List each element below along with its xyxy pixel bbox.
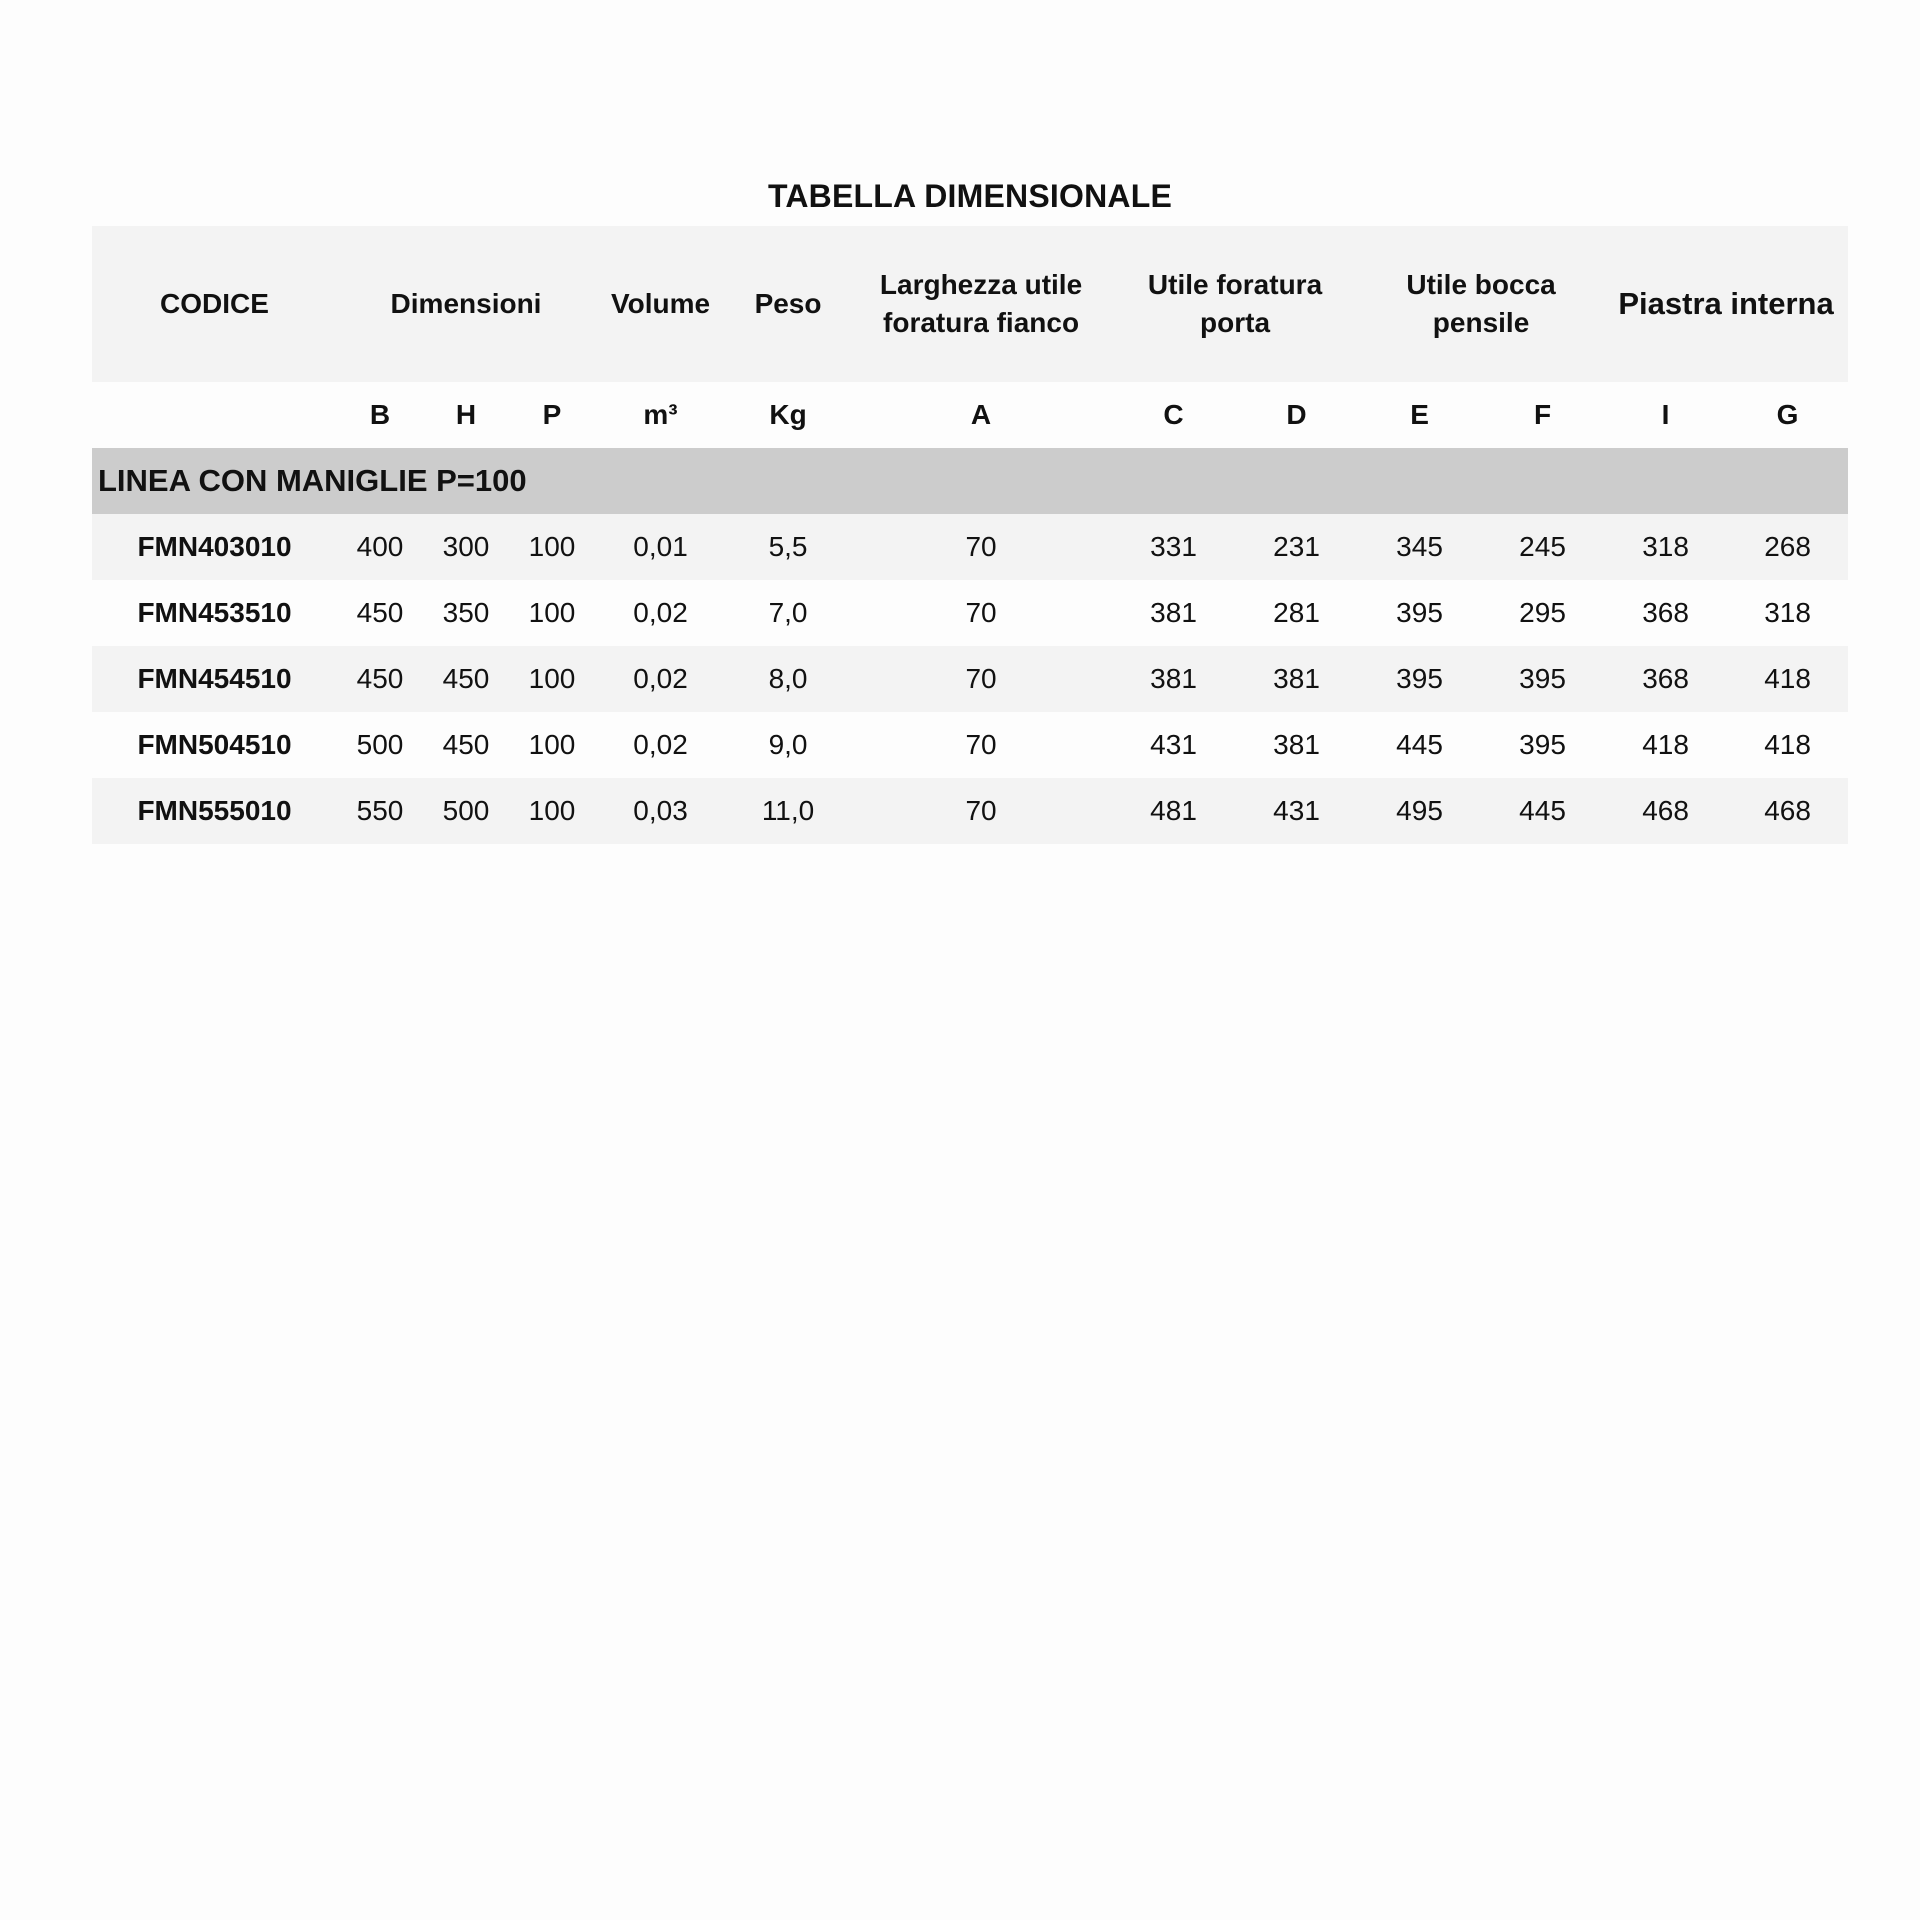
table-cell: 0,02 — [595, 580, 726, 646]
header-larghezza-line2: foratura fianco — [883, 307, 1080, 338]
table-cell: 418 — [1727, 712, 1848, 778]
table-cell: 445 — [1481, 778, 1604, 844]
unit-cell: H — [423, 382, 509, 448]
table-cell: 431 — [1235, 778, 1358, 844]
page-title: TABELLA DIMENSIONALE — [768, 178, 1172, 214]
table-cell: 11,0 — [726, 778, 850, 844]
header-peso: Peso — [726, 226, 850, 382]
unit-cell: G — [1727, 382, 1848, 448]
table-cell: 231 — [1235, 514, 1358, 580]
table-cell: 450 — [337, 580, 423, 646]
unit-cell: E — [1358, 382, 1481, 448]
product-code: FMN504510 — [92, 712, 337, 778]
header-bocca-line1: Utile bocca — [1406, 269, 1556, 300]
unit-row — [92, 382, 1848, 448]
table-row — [92, 778, 1848, 844]
section-title: LINEA CON MANIGLIE P=100 — [92, 448, 1848, 514]
table-row — [92, 514, 1848, 580]
table-cell: 0,02 — [595, 712, 726, 778]
unit-cell: P — [509, 382, 595, 448]
table-cell: 381 — [1112, 646, 1235, 712]
table-cell: 368 — [1604, 580, 1727, 646]
table-cell: 8,0 — [726, 646, 850, 712]
header-foratura-line1: Utile foratura — [1147, 269, 1323, 300]
table-cell: 70 — [850, 580, 1112, 646]
table-cell: 368 — [1604, 646, 1727, 712]
table-cell: 381 — [1235, 646, 1358, 712]
table-cell: 70 — [850, 514, 1112, 580]
table-cell: 0,01 — [595, 514, 726, 580]
table-cell: 468 — [1604, 778, 1727, 844]
product-code: FMN454510 — [92, 646, 337, 712]
table-cell: 318 — [1727, 580, 1848, 646]
header-bocca-line2: pensile — [1432, 307, 1530, 338]
section-row — [92, 448, 1848, 514]
table-cell: 9,0 — [726, 712, 850, 778]
table-cell: 100 — [509, 514, 595, 580]
table-row — [92, 646, 1848, 712]
product-code: FMN403010 — [92, 514, 337, 580]
table-cell: 345 — [1358, 514, 1481, 580]
table-cell: 381 — [1112, 580, 1235, 646]
table-cell: 100 — [509, 778, 595, 844]
table-cell: 300 — [423, 514, 509, 580]
table-cell: 418 — [1727, 646, 1848, 712]
dimension-table — [92, 226, 1848, 844]
table-cell: 331 — [1112, 514, 1235, 580]
table-cell: 445 — [1358, 712, 1481, 778]
unit-cell: m³ — [595, 382, 726, 448]
table-cell: 7,0 — [726, 580, 850, 646]
table-cell: 400 — [337, 514, 423, 580]
unit-cell-empty — [92, 382, 337, 448]
table-cell: 418 — [1604, 712, 1727, 778]
header-volume: Volume — [595, 226, 726, 382]
product-code: FMN453510 — [92, 580, 337, 646]
table-body — [92, 514, 1848, 844]
table-cell: 495 — [1358, 778, 1481, 844]
table-cell: 268 — [1727, 514, 1848, 580]
table-cell: 468 — [1727, 778, 1848, 844]
table-cell: 100 — [509, 646, 595, 712]
table-cell: 100 — [509, 712, 595, 778]
table-cell: 450 — [423, 712, 509, 778]
table-cell: 550 — [337, 778, 423, 844]
header-dimensioni: Dimensioni — [337, 226, 595, 382]
unit-cell: I — [1604, 382, 1727, 448]
header-piastra: Piastra interna — [1604, 226, 1848, 382]
table-cell: 281 — [1235, 580, 1358, 646]
table-cell: 350 — [423, 580, 509, 646]
unit-cell: A — [850, 382, 1112, 448]
unit-cell: Kg — [726, 382, 850, 448]
header-foratura-line2: porta — [1200, 307, 1271, 338]
table-cell: 450 — [337, 646, 423, 712]
table-cell: 245 — [1481, 514, 1604, 580]
header-codice: CODICE — [92, 226, 337, 382]
table-cell: 450 — [423, 646, 509, 712]
header-row — [92, 226, 1848, 382]
table-cell: 395 — [1481, 646, 1604, 712]
table-cell: 70 — [850, 646, 1112, 712]
unit-cell: B — [337, 382, 423, 448]
table-cell: 500 — [337, 712, 423, 778]
table-cell: 70 — [850, 778, 1112, 844]
table-cell: 70 — [850, 712, 1112, 778]
table-cell: 395 — [1481, 712, 1604, 778]
table-cell: 318 — [1604, 514, 1727, 580]
table-cell: 395 — [1358, 646, 1481, 712]
header-foratura — [1112, 226, 1358, 382]
table-cell: 500 — [423, 778, 509, 844]
table-cell: 395 — [1358, 580, 1481, 646]
product-code: FMN555010 — [92, 778, 337, 844]
header-larghezza — [850, 226, 1112, 382]
table-cell: 5,5 — [726, 514, 850, 580]
unit-cell: F — [1481, 382, 1604, 448]
table-cell: 295 — [1481, 580, 1604, 646]
header-bocca — [1358, 226, 1604, 382]
table-cell: 100 — [509, 580, 595, 646]
table-cell: 431 — [1112, 712, 1235, 778]
unit-cell: D — [1235, 382, 1358, 448]
header-larghezza-line1: Larghezza utile — [879, 269, 1083, 300]
table-row — [92, 712, 1848, 778]
table-cell: 0,02 — [595, 646, 726, 712]
table-cell: 481 — [1112, 778, 1235, 844]
table-cell: 0,03 — [595, 778, 726, 844]
table-cell: 381 — [1235, 712, 1358, 778]
table-row — [92, 580, 1848, 646]
unit-cell: C — [1112, 382, 1235, 448]
